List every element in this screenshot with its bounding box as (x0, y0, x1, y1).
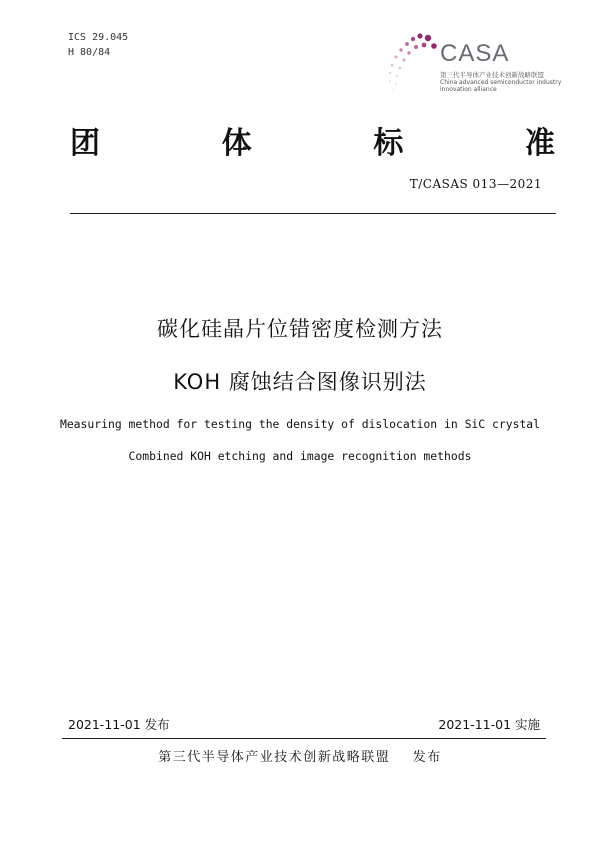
implementation-date: 2021-11-01 实施 (438, 717, 540, 732)
title-en-line-2: Combined KOH etching and image recognition methods (128, 449, 472, 463)
title-en-line-1: Measuring method for testing the density of dislocation in SiC crystal (59, 417, 541, 431)
logo-subtitle-en-1: China advanced semiconductor industry (440, 79, 562, 86)
logo-wordmark: CASA (440, 40, 510, 67)
standard-type-heading (70, 118, 555, 162)
ics-code: ICS 29.045 (68, 32, 129, 43)
casa-logo (378, 30, 562, 100)
header-divider (70, 213, 556, 214)
publisher-text: 第三代半导体产业技术创新战略联盟 发布 (158, 750, 442, 765)
publisher (0, 746, 600, 765)
footer-divider (62, 738, 546, 739)
standard-number: T/CASAS 013—2021 (409, 177, 542, 191)
heading-char-3: 标 (373, 126, 404, 161)
heading-char-1: 团 (70, 126, 100, 161)
title-cn-line-1: 碳化硅晶片位错密度检测方法 (157, 317, 443, 341)
heading-char-4: 准 (524, 126, 555, 161)
issue-date: 2021-11-01 发布 (68, 717, 170, 732)
logo-subtitle-cn: 第三代半导体产业技术创新战略联盟 (440, 71, 544, 79)
classification-codes (68, 30, 128, 60)
heading-char-2: 体 (221, 126, 252, 161)
title-cn-line-2: KOH 腐蚀结合图像识别法 (173, 370, 427, 394)
casa-logo-mark-icon (378, 30, 442, 100)
ccs-code: H 80/84 (68, 47, 111, 58)
logo-subtitle-en-2: innovation alliance (440, 86, 497, 93)
